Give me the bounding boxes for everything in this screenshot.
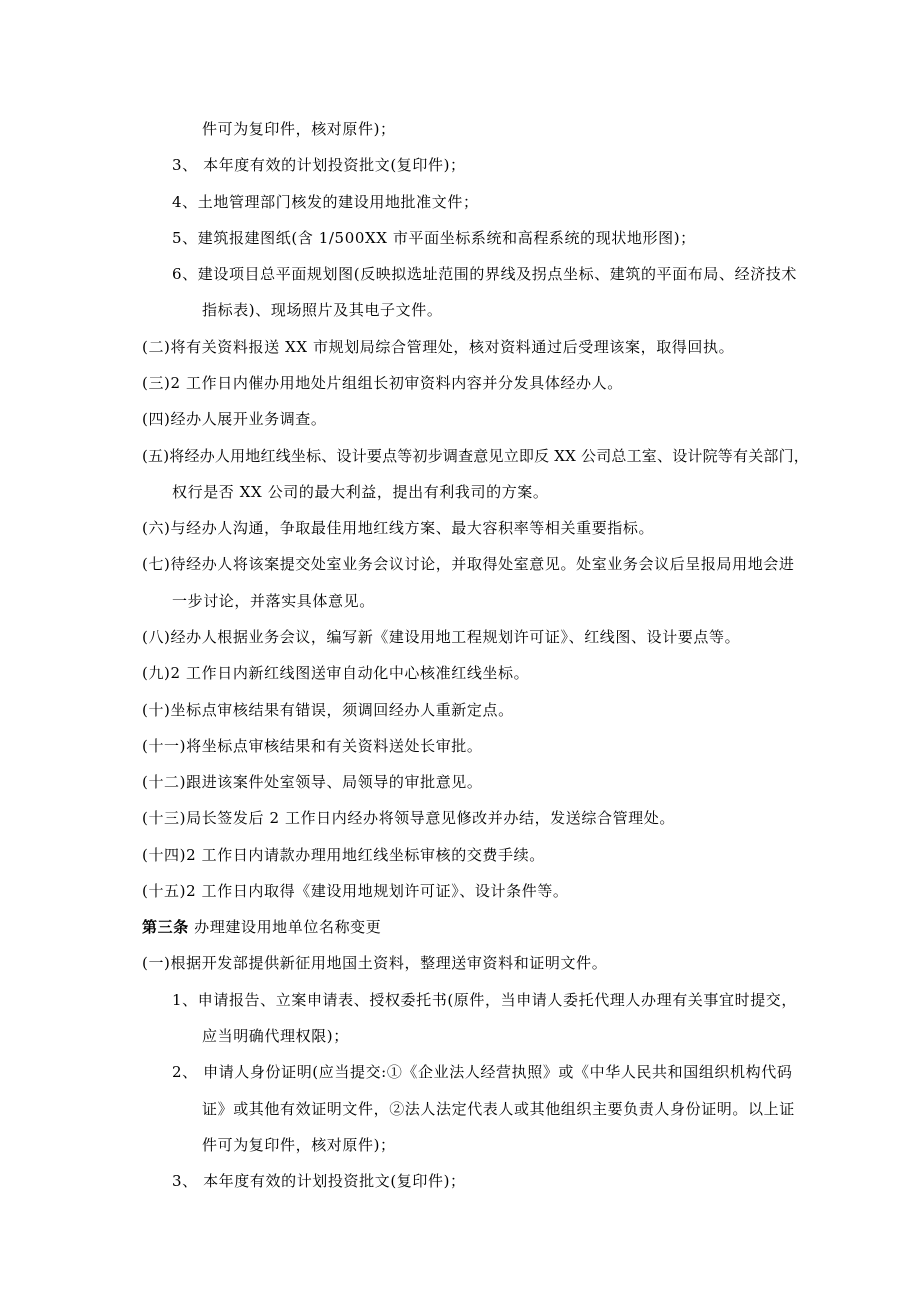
text-line: (六)与经办人沟通，争取最佳用地红线方案、最大容积率等相关重要指标。 xyxy=(142,519,655,537)
text-line: 权行是否 XX 公司的最大利益，提出有利我司的方案。 xyxy=(172,483,549,501)
text-line: 6、建设项目总平面规划图(反映拟选址范围的界线及拐点坐标、建筑的平面布局、经济技术 xyxy=(172,265,797,283)
text-line: (十)坐标点审核结果有错误，须调回经办人重新定点。 xyxy=(142,701,514,719)
text-line: (二)将有关资料报送 XX 市规划局综合管理处，核对资料通过后受理该案，取得回执。 xyxy=(142,338,735,356)
text-line: 件可为复印件，核对原件)； xyxy=(202,1136,396,1154)
text-line: 2、 申请人身份证明(应当提交:①《企业法人经营执照》或《中华人民共和国组织机构代码 xyxy=(172,1063,793,1081)
article-heading xyxy=(142,917,381,937)
text-line: (十三)局长签发后 2 工作日内经办将领导意见修改并办结，发送综合管理处。 xyxy=(142,809,675,827)
text-line: (五)将经办人用地红线坐标、设计要点等初步调查意见立即反 XX 公司总工室、设计院等有关部门， xyxy=(142,447,810,465)
text-line: 3、 本年度有效的计划投资批文(复印件)； xyxy=(172,1172,466,1190)
text-line: (四)经办人展开业务调查。 xyxy=(142,410,327,428)
text-line: (八)经办人根据业务会议，编写新《建设用地工程规划许可证》、红线图、设计要点等。 xyxy=(142,628,741,646)
text-line: (一)根据开发部提供新征用地国土资料，整理送审资料和证明文件。 xyxy=(142,954,608,972)
text-line: 指标表)、现场照片及其电子文件。 xyxy=(202,301,443,319)
text-line: 一步讨论，并落实具体意见。 xyxy=(172,592,375,610)
article-number: 第三条 xyxy=(142,918,189,936)
text-line: 件可为复印件，核对原件)； xyxy=(202,120,396,138)
text-line: 3、 本年度有效的计划投资批文(复印件)； xyxy=(172,156,466,174)
text-line: (十二)跟进该案件处室领导、局领导的审批意见。 xyxy=(142,773,483,791)
text-line: (十五)2 工作日内取得《建设用地规划许可证》、设计条件等。 xyxy=(142,882,569,900)
text-line: (十一)将坐标点审核结果和有关资料送处长审批。 xyxy=(142,737,483,755)
text-line: (七)待经办人将该案提交处室业务会议讨论，并取得处室意见。处室业务会议后呈报局用地会进 xyxy=(142,555,795,573)
text-line: (十四)2 工作日内请款办理用地红线坐标审核的交费手续。 xyxy=(142,846,545,864)
text-line: 应当明确代理权限)； xyxy=(202,1027,349,1045)
text-line: (九)2 工作日内新红线图送审自动化中心核准红线坐标。 xyxy=(142,664,530,682)
text-line: 1、申请报告、立案申请表、授权委托书(原件，当申请人委托代理人办理有关事宜时提交， xyxy=(172,991,797,1009)
text-line: 证》或其他有效证明文件，②法人法定代表人或其他组织主要负责人身份证明。以上证 xyxy=(202,1100,795,1118)
article-title: 办理建设用地单位名称变更 xyxy=(188,918,382,936)
text-line: 4、土地管理部门核发的建设用地批准文件； xyxy=(172,193,479,211)
text-line: (三)2 工作日内催办用地处片组组长初审资料内容并分发具体经办人。 xyxy=(142,374,623,392)
text-line: 5、建筑报建图纸(含 1/500XX 市平面坐标系统和高程系统的现状地形图)； xyxy=(172,229,696,247)
